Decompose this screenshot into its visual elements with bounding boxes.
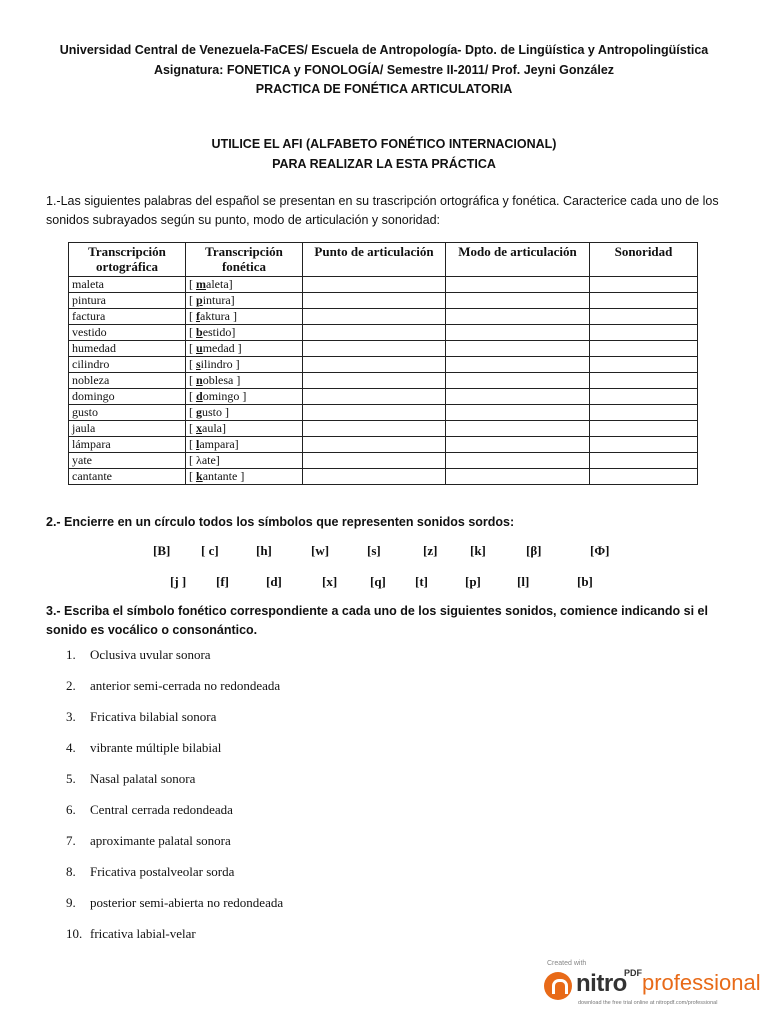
underlined-sound: b — [196, 325, 203, 339]
item-number: 10. — [66, 926, 83, 941]
phonetic-cell — [186, 437, 303, 453]
punto-cell[interactable] — [303, 309, 446, 325]
nitro-watermark — [542, 960, 764, 1010]
item-number: 4. — [66, 740, 76, 755]
question-1-text: 1.-Las siguientes palabras del español se presentan en su trascripción ortográfica y fonética. Caracterice cada uno de los sonidos subrayados según su punto, modo de articulación y sonoridad: — [46, 194, 719, 227]
phonetic-post: estido] — [202, 325, 236, 339]
item-text: Fricativa postalveolar sorda — [90, 864, 235, 879]
phonetic-cell — [186, 341, 303, 357]
phonetic-post: aktura ] — [200, 309, 237, 323]
phonetic-cell — [186, 373, 303, 389]
ortho-cell: cantante — [69, 469, 186, 485]
item-text: fricativa labial-velar — [90, 926, 196, 941]
ortho-cell: jaula — [69, 421, 186, 437]
ortho-cell: vestido — [69, 325, 186, 341]
underlined-sound: m — [196, 277, 206, 291]
phonetic-cell — [186, 325, 303, 341]
watermark-edition: professional — [642, 970, 761, 995]
punto-cell[interactable] — [303, 325, 446, 341]
punto-cell[interactable] — [303, 405, 446, 421]
watermark-pdf: PDF — [624, 968, 642, 978]
phonetic-post: omingo ] — [202, 389, 247, 403]
instruction-title-1: UTILICE EL AFI (ALFABETO FONÉTICO INTERNACIONAL) — [211, 137, 557, 151]
underlined-sound: k — [196, 469, 203, 483]
sonoridad-cell[interactable] — [590, 405, 698, 421]
modo-cell[interactable] — [446, 469, 590, 485]
punto-cell[interactable] — [303, 453, 446, 469]
sonoridad-cell[interactable] — [590, 453, 698, 469]
list-item — [66, 890, 283, 921]
ortho-cell: lámpara — [69, 437, 186, 453]
item-number: 7. — [66, 833, 76, 848]
col-header: Transcripción ortográfica — [69, 243, 186, 277]
punto-cell[interactable] — [303, 437, 446, 453]
phonetic-pre: [ — [189, 293, 196, 307]
phonetic-pre: [ — [189, 405, 196, 419]
sonoridad-cell[interactable] — [590, 309, 698, 325]
phonetic-symbol[interactable]: [p] — [465, 574, 481, 589]
page-title: PRACTICA DE FONÉTICA ARTICULATORIA — [255, 82, 513, 96]
modo-cell[interactable] — [446, 357, 590, 373]
item-text: vibrante múltiple bilabial — [90, 740, 222, 755]
phonetic-post: ampara] — [199, 437, 239, 451]
table-row — [69, 389, 698, 405]
phonetic-symbol[interactable]: [B] — [153, 543, 171, 558]
ortho-cell: yate — [69, 453, 186, 469]
item-number: 6. — [66, 802, 76, 817]
instruction-title-2: PARA REALIZAR LA ESTA PRÁCTICA — [272, 157, 496, 171]
table-row — [69, 309, 698, 325]
ortho-cell: humedad — [69, 341, 186, 357]
table-row — [69, 277, 698, 293]
modo-cell[interactable] — [446, 325, 590, 341]
phonetic-symbol[interactable]: [x] — [322, 574, 338, 589]
punto-cell[interactable] — [303, 373, 446, 389]
modo-cell[interactable] — [446, 277, 590, 293]
phonetic-pre: [ — [189, 469, 196, 483]
phonetic-symbol[interactable]: [ c] — [201, 543, 219, 558]
phonetic-symbol[interactable]: [k] — [470, 543, 486, 558]
underlined-sound: d — [196, 389, 203, 403]
sonoridad-cell[interactable] — [590, 293, 698, 309]
punto-cell[interactable] — [303, 277, 446, 293]
ortho-cell: maleta — [69, 277, 186, 293]
ortho-cell: domingo — [69, 389, 186, 405]
phonetic-cell — [186, 421, 303, 437]
phonetic-pre: [ — [189, 389, 196, 403]
sonoridad-cell[interactable] — [590, 389, 698, 405]
modo-cell[interactable] — [446, 341, 590, 357]
phonetic-post: λate] — [196, 453, 220, 467]
sound-list — [66, 642, 283, 952]
header-line-2: Asignatura: FONETICA y FONOLOGÍA/ Semestre II-2011/ Prof. Jeyni González — [153, 63, 615, 77]
modo-cell[interactable] — [446, 389, 590, 405]
phonetic-symbol[interactable]: [z] — [423, 543, 438, 558]
phonetic-symbol[interactable]: [β] — [526, 543, 542, 558]
ortho-cell: gusto — [69, 405, 186, 421]
phonetic-symbol[interactable]: [Φ] — [590, 543, 610, 558]
phonetic-post: medad ] — [202, 341, 242, 355]
phonetic-post: oblesa ] — [202, 373, 241, 387]
table-row — [69, 293, 698, 309]
modo-cell[interactable] — [446, 405, 590, 421]
underlined-sound: l — [196, 437, 200, 451]
phonetic-symbol[interactable]: [b] — [577, 574, 593, 589]
table-row — [69, 437, 698, 453]
phonetic-symbol[interactable]: [q] — [370, 574, 386, 589]
question-3-text: 3.- Escriba el símbolo fonético correspondiente a cada uno de los siguientes sonidos, comience indicando si el sonido es vocálico o consonántico. — [46, 604, 708, 637]
sonoridad-cell[interactable] — [590, 437, 698, 453]
phonetic-symbol[interactable]: [j ] — [170, 574, 187, 589]
punto-cell[interactable] — [303, 389, 446, 405]
table-row — [69, 469, 698, 485]
ortho-cell: factura — [69, 309, 186, 325]
underlined-sound: s — [196, 357, 201, 371]
punto-cell[interactable] — [303, 469, 446, 485]
col-header: Modo de articulación — [446, 243, 590, 277]
item-number: 8. — [66, 864, 76, 879]
phonetic-post: ilindro ] — [200, 357, 240, 371]
item-text: anterior semi-cerrada no redondeada — [90, 678, 281, 693]
header-line-1: Universidad Central de Venezuela-FaCES/ Escuela de Antropología- Dpto. de Lingüística y Antropolingüística — [59, 43, 709, 57]
modo-cell[interactable] — [446, 309, 590, 325]
phonetic-symbol[interactable]: [h] — [256, 543, 272, 558]
phonetic-symbol[interactable]: [d] — [266, 574, 282, 589]
underlined-sound: f — [196, 309, 200, 323]
phonetic-cell — [186, 469, 303, 485]
phonetic-pre: [ — [189, 357, 196, 371]
phonetic-pre: [ — [189, 341, 196, 355]
punto-cell[interactable] — [303, 421, 446, 437]
phonetic-symbol[interactable]: [w] — [311, 543, 330, 558]
item-text: posterior semi-abierta no redondeada — [90, 895, 284, 910]
underlined-sound: p — [196, 293, 203, 307]
underlined-sound: x — [196, 421, 202, 435]
list-item — [66, 921, 283, 952]
list-item — [66, 704, 283, 735]
item-number: 3. — [66, 709, 76, 724]
col-header: Punto de articulación — [303, 243, 446, 277]
modo-cell[interactable] — [446, 453, 590, 469]
watermark-created: Created with — [547, 960, 587, 967]
phonetic-cell — [186, 405, 303, 421]
punto-cell[interactable] — [303, 341, 446, 357]
ortho-cell: pintura — [69, 293, 186, 309]
phonetic-pre: [ — [189, 421, 196, 435]
sonoridad-cell[interactable] — [590, 277, 698, 293]
sonoridad-cell[interactable] — [590, 357, 698, 373]
item-text: Nasal palatal sonora — [90, 771, 196, 786]
item-text: Central cerrada redondeada — [90, 802, 233, 817]
item-text: Fricativa bilabial sonora — [90, 709, 217, 724]
phonetic-symbol[interactable]: [s] — [367, 543, 381, 558]
watermark-tagline: download the free trial online at nitropdf.com/professional — [578, 1000, 718, 1006]
phonetic-cell — [186, 293, 303, 309]
item-text: aproximante palatal sonora — [90, 833, 231, 848]
item-text: Oclusiva uvular sonora — [90, 647, 211, 662]
punto-cell[interactable] — [303, 293, 446, 309]
list-item — [66, 735, 283, 766]
sonoridad-cell[interactable] — [590, 421, 698, 437]
item-number: 9. — [66, 895, 76, 910]
phonetic-pre: [ — [189, 277, 196, 291]
item-number: 2. — [66, 678, 76, 693]
nitro-logo-icon — [544, 972, 572, 1000]
phonetic-post: intura] — [202, 293, 235, 307]
col-header: Transcripción fonética — [186, 243, 303, 277]
phonetic-cell — [186, 277, 303, 293]
phonetic-pre: [ — [189, 453, 196, 467]
table-row — [69, 341, 698, 357]
modo-cell[interactable] — [446, 293, 590, 309]
modo-cell[interactable] — [446, 373, 590, 389]
ortho-cell: cilindro — [69, 357, 186, 373]
table-row — [69, 357, 698, 373]
col-header: Sonoridad — [590, 243, 698, 277]
list-item — [66, 828, 283, 859]
table-row — [69, 421, 698, 437]
phonetic-symbol[interactable]: [t] — [415, 574, 428, 589]
phonetic-pre: [ — [189, 437, 196, 451]
table-row — [69, 373, 698, 389]
question-2-text: 2.- Encierre en un círculo todos los símbolos que representen sonidos sordos: — [46, 515, 515, 529]
list-item — [66, 859, 283, 890]
phonetic-cell — [186, 453, 303, 469]
underlined-sound: n — [196, 373, 203, 387]
table-row — [69, 405, 698, 421]
watermark-brand: nitro — [576, 970, 627, 997]
ortho-cell: nobleza — [69, 373, 186, 389]
sonoridad-cell[interactable] — [590, 341, 698, 357]
list-item — [66, 673, 283, 704]
phonetic-pre: [ — [189, 325, 196, 339]
list-item — [66, 766, 283, 797]
table-header-row — [69, 243, 698, 277]
phonetic-cell — [186, 309, 303, 325]
table-row — [69, 325, 698, 341]
phonetic-post: aula] — [202, 421, 226, 435]
phonetic-symbol[interactable]: [f] — [216, 574, 229, 589]
phonetic-post: antante ] — [202, 469, 245, 483]
sonoridad-cell[interactable] — [590, 469, 698, 485]
phonetic-pre: [ — [189, 309, 196, 323]
modo-cell[interactable] — [446, 421, 590, 437]
phonetics-table — [68, 242, 698, 485]
phonetic-pre: [ — [189, 373, 196, 387]
phonetic-post: usto ] — [202, 405, 229, 419]
sonoridad-cell[interactable] — [590, 325, 698, 341]
phonetic-cell — [186, 357, 303, 373]
list-item — [66, 642, 283, 673]
underlined-sound: g — [196, 405, 202, 419]
sonoridad-cell[interactable] — [590, 373, 698, 389]
underlined-sound: u — [196, 341, 203, 355]
modo-cell[interactable] — [446, 437, 590, 453]
phonetic-cell — [186, 389, 303, 405]
phonetic-post: aleta] — [206, 277, 233, 291]
table-row — [69, 453, 698, 469]
list-item — [66, 797, 283, 828]
punto-cell[interactable] — [303, 357, 446, 373]
phonetic-symbol[interactable]: [l] — [517, 574, 530, 589]
item-number: 5. — [66, 771, 76, 786]
item-number: 1. — [66, 647, 76, 662]
